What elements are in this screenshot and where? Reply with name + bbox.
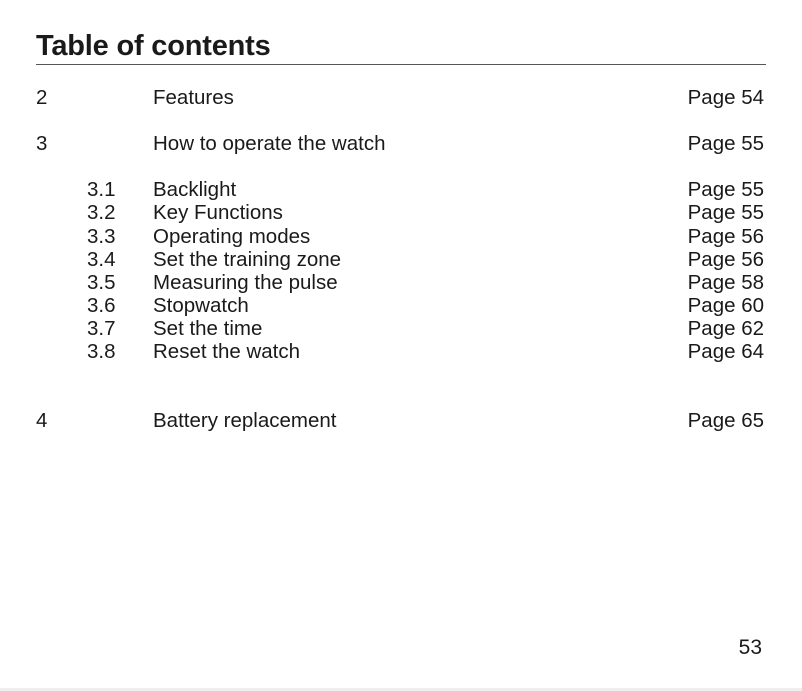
toc-entry-section-3-4: [0, 248, 802, 272]
page-title: Table of contents: [36, 30, 271, 62]
toc-entry-section-3-7: [0, 317, 802, 341]
toc-entry-chapter-3: [0, 132, 802, 156]
toc-entry-number: 3.6: [87, 294, 116, 317]
toc-entry-page: Page 60: [687, 294, 764, 317]
toc-entry-page: Page 65: [687, 409, 764, 432]
toc-entry-label: How to operate the watch: [153, 132, 386, 155]
toc-entry-label: Measuring the pulse: [153, 271, 338, 294]
toc-entry-section-3-5: [0, 271, 802, 295]
toc-entry-page: Page 55: [687, 201, 764, 224]
toc-entry-number: 3.7: [87, 317, 116, 340]
toc-entry-label: Stopwatch: [153, 294, 249, 317]
toc-entry-section-3-8: [0, 340, 802, 364]
toc-entry-number: 3.1: [87, 178, 116, 201]
toc-entry-label: Set the training zone: [153, 248, 342, 271]
toc-entry-chapter-2: [0, 86, 802, 110]
toc-entry-label: Set the time: [153, 317, 263, 340]
toc-entry-page: Page 56: [687, 225, 764, 248]
toc-entry-page: Page 55: [687, 132, 764, 155]
toc-entry-number: 3: [36, 132, 48, 155]
toc-entry-section-3-1: [0, 178, 802, 202]
toc-entry-chapter-4: [0, 409, 802, 433]
toc-entry-section-3-6: [0, 294, 802, 318]
toc-entry-label: Battery replacement: [153, 409, 337, 432]
toc-entry-number: 4: [36, 409, 48, 432]
toc-entry-label: Backlight: [153, 178, 237, 201]
toc-entry-page: Page 55: [687, 178, 764, 201]
toc-entry-label: Reset the watch: [153, 340, 300, 363]
toc-entry-page: Page 56: [687, 248, 764, 271]
toc-entry-number: 3.8: [87, 340, 116, 363]
toc-entry-number: 3.4: [87, 248, 116, 271]
toc-entry-page: Page 54: [687, 86, 764, 109]
page-number: 53: [738, 636, 762, 659]
toc-entry-section-3-2: [0, 201, 802, 225]
toc-entry-page: Page 58: [687, 271, 764, 294]
toc-entry-number: 2: [36, 86, 48, 109]
toc-entry-number: 3.5: [87, 271, 116, 294]
toc-entry-page: Page 62: [687, 317, 764, 340]
toc-entry-section-3-3: [0, 225, 802, 249]
toc-entry-label: Features: [153, 86, 234, 109]
title-underline: [36, 64, 766, 65]
toc-entry-number: 3.3: [87, 225, 116, 248]
toc-entry-page: Page 64: [687, 340, 764, 363]
toc-entry-label: Key Functions: [153, 201, 283, 224]
toc-entry-label: Operating modes: [153, 225, 311, 248]
toc-entry-number: 3.2: [87, 201, 116, 224]
